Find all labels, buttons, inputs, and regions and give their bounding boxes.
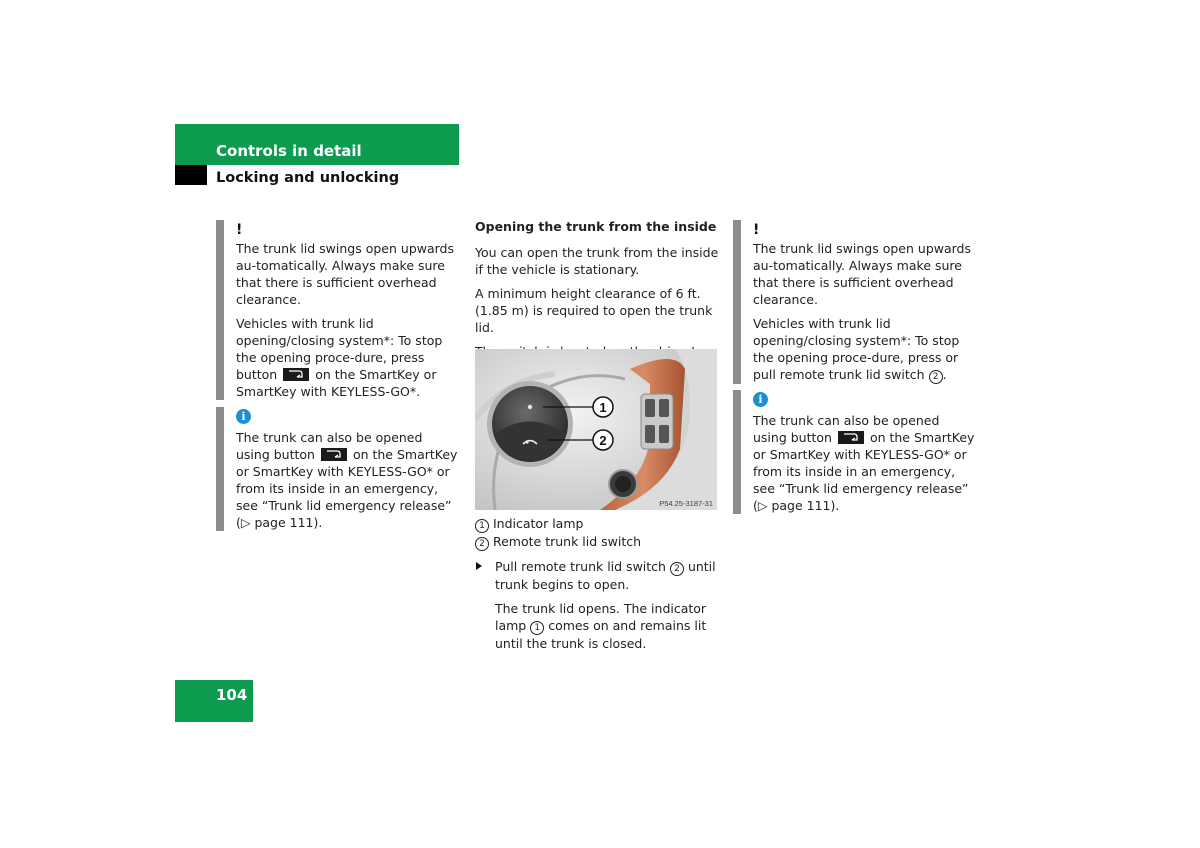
info-text: The trunk can also be opened using button on the SmartKey or SmartKey with KEYLESS-GO* or from its inside in an emergency, see “Trunk lid emergency release” (▷ page 111).	[236, 430, 458, 530]
svg-text:1: 1	[599, 400, 607, 415]
warning-text: The trunk lid swings open upwards au-tomatically. Always make sure that there is sufficient overhead clearance.	[236, 241, 454, 307]
exclamation-icon: !	[753, 222, 760, 238]
info-note-right	[733, 390, 975, 514]
section-title: Controls in detail	[216, 142, 362, 160]
door-switch-figure	[475, 349, 717, 510]
warning-note-right	[733, 220, 975, 384]
legend-number: 2	[475, 537, 489, 551]
info-note-left	[216, 407, 458, 531]
figure-code: P54.25-3187-31	[659, 499, 713, 508]
legend-item: 2 Remote trunk lid switch	[475, 533, 720, 551]
warning-stop-text: Vehicles with trunk lid opening/closing system*: To stop the opening proce-dure, press button on the SmartKey or SmartKey with KEYLESS-GO*.	[236, 316, 443, 399]
paragraph-stationary: You can open the trunk from the inside if the vehicle is stationary.	[475, 245, 719, 277]
exclamation-icon: !	[236, 222, 243, 238]
callout-2	[593, 430, 613, 450]
svg-text:2: 2	[599, 433, 607, 448]
instruction-result: The trunk lid opens. The indicator lamp 1 comes on and remains lit until the trunk is closed.	[495, 601, 707, 651]
info-text: The trunk can also be opened using button on the SmartKey or SmartKey with KEYLESS-GO* or from its inside in an emergency, see “Trunk lid emergency release” (▷ page 111).	[753, 413, 975, 513]
info-icon: i	[753, 392, 768, 407]
info-icon: i	[236, 409, 251, 424]
warning-stop-text: Vehicles with trunk lid opening/closing system*: To stop the opening proce-dure, press or pull remote trunk lid switch 2 .	[753, 316, 960, 382]
warning-text: The trunk lid swings open upwards au-tomatically. Always make sure that there is sufficient overhead clearance.	[753, 241, 971, 307]
page-number: 104	[216, 686, 248, 704]
callout-1	[593, 397, 613, 417]
subsection-title: Locking and unlocking	[216, 170, 400, 186]
figure-legend	[475, 515, 720, 652]
trunk-open-key-icon	[838, 431, 864, 444]
paragraph-clearance: A minimum height clearance of 6 ft. (1.85 m) is required to open the trunk lid.	[475, 286, 713, 335]
trunk-open-key-icon	[283, 368, 309, 381]
bullet-triangle-icon	[476, 562, 482, 570]
door-switch-illustration	[475, 349, 717, 510]
trunk-open-key-icon	[321, 448, 347, 461]
section-heading: Opening the trunk from the inside	[475, 219, 717, 234]
subsection-marker	[175, 165, 207, 185]
warning-note-left	[216, 220, 458, 400]
legend-number: 1	[475, 519, 489, 533]
legend-item: 1 Indicator lamp	[475, 515, 720, 533]
instruction-step: Pull remote trunk lid switch 2 until trunk begins to open.	[475, 558, 720, 593]
